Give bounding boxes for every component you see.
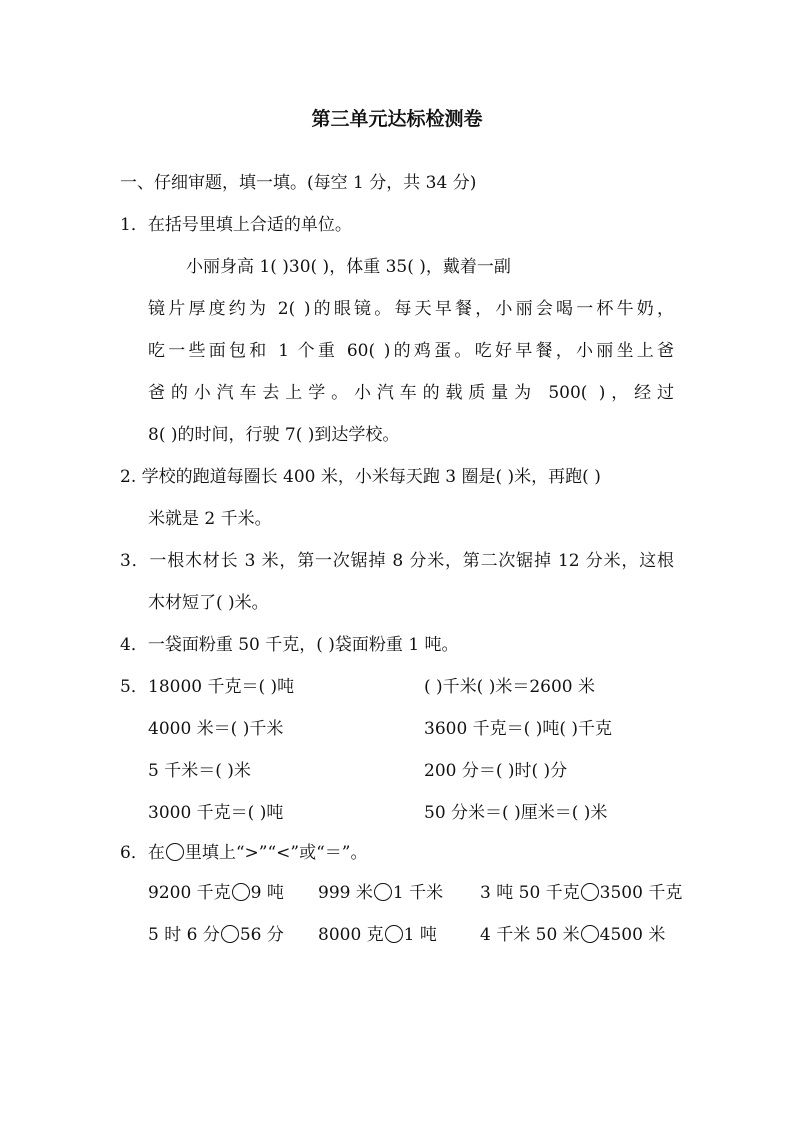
answer-circle-icon[interactable] xyxy=(221,925,239,943)
page-title: 第三单元达标检测卷 xyxy=(311,108,483,130)
conversion-item: ( )千米( )米＝2600 米 xyxy=(424,677,596,697)
question-1-line: 爸的小汽车去上学。小汽车的载质量为 500( )，经过 xyxy=(148,383,674,403)
question-3-line: 3．一根木材长 3 米，第一次锯掉 8 分米，第二次锯掉 12 分米，这根 xyxy=(120,551,674,571)
question-6-stem xyxy=(120,842,367,864)
comparison-item xyxy=(148,924,284,946)
question-5-number: 5． xyxy=(120,677,148,697)
comparison-left: 3 吨 50 千克 xyxy=(480,883,580,903)
comparison-item xyxy=(480,882,682,904)
comparison-right: 1 吨 xyxy=(403,925,437,945)
question-1-line: 吃一些面包和 1 个重 60( )的鸡蛋。吃好早餐，小丽坐上爸 xyxy=(148,341,674,361)
answer-circle-icon xyxy=(166,843,184,861)
answer-circle-icon[interactable] xyxy=(581,883,599,901)
comparison-left: 8000 克 xyxy=(318,925,384,945)
answer-circle-icon[interactable] xyxy=(374,883,392,901)
question-3-line: 木材短了( )米。 xyxy=(148,593,269,613)
conversion-item: 50 分米＝( )厘米＝( )米 xyxy=(424,803,608,823)
question-4-line: 4．一袋面粉重 50 千克，( )袋面粉重 1 吨。 xyxy=(120,635,459,655)
conversion-item: 18000 千克＝( )吨 xyxy=(148,677,295,697)
comparison-item xyxy=(480,924,665,946)
question-number: 6． xyxy=(120,843,148,863)
conversion-item: 5 千米＝( )米 xyxy=(148,761,251,781)
question-1-line: 8( )的时间，行驶 7( )到达学校。 xyxy=(148,425,400,445)
comparison-left: 4 千米 50 米 xyxy=(480,925,580,945)
answer-circle-icon[interactable] xyxy=(232,883,250,901)
comparison-item xyxy=(148,882,284,904)
section-heading: 一、仔细审题，填一填。(每空 1 分，共 34 分) xyxy=(120,173,477,193)
comparison-right: 4500 米 xyxy=(599,925,666,945)
comparison-item xyxy=(318,882,443,904)
conversion-item: 200 分＝( )时( )分 xyxy=(424,761,568,781)
question-1-stem xyxy=(120,214,352,236)
comparison-right: 9 吨 xyxy=(250,883,284,903)
comparison-left: 999 米 xyxy=(318,883,373,903)
question-text: 在括号里填上合适的单位。 xyxy=(147,215,352,235)
conversion-item: 3000 千克＝( )吨 xyxy=(148,803,284,823)
comparison-right: 3500 千克 xyxy=(599,883,683,903)
comparison-right: 56 分 xyxy=(239,925,284,945)
question-number: 1． xyxy=(120,215,148,235)
question-1-line: 镜片厚度约为 2( )的眼镜。每天早餐，小丽会喝一杯牛奶， xyxy=(148,299,674,319)
question-text-pre: 在 xyxy=(147,843,165,863)
comparison-item xyxy=(318,924,437,946)
answer-circle-icon[interactable] xyxy=(385,925,403,943)
conversion-item: 3600 千克＝( )吨( )千克 xyxy=(424,719,613,739)
question-2-line: 米就是 2 千米。 xyxy=(148,509,272,529)
comparison-left: 5 时 6 分 xyxy=(148,925,220,945)
question-text-post: 里填上“>”“<”或“＝”。 xyxy=(184,843,368,863)
question-2-line: 2. 学校的跑道每圈长 400 米，小米每天跑 3 圈是( )米，再跑( ) xyxy=(120,467,601,487)
answer-circle-icon[interactable] xyxy=(581,925,599,943)
comparison-left: 9200 千克 xyxy=(148,883,231,903)
conversion-item: 4000 米＝( )千米 xyxy=(148,719,284,739)
comparison-right: 1 千米 xyxy=(392,883,444,903)
question-1-line: 小丽身高 1( )30( )，体重 35( )，戴着一副 xyxy=(186,257,511,277)
